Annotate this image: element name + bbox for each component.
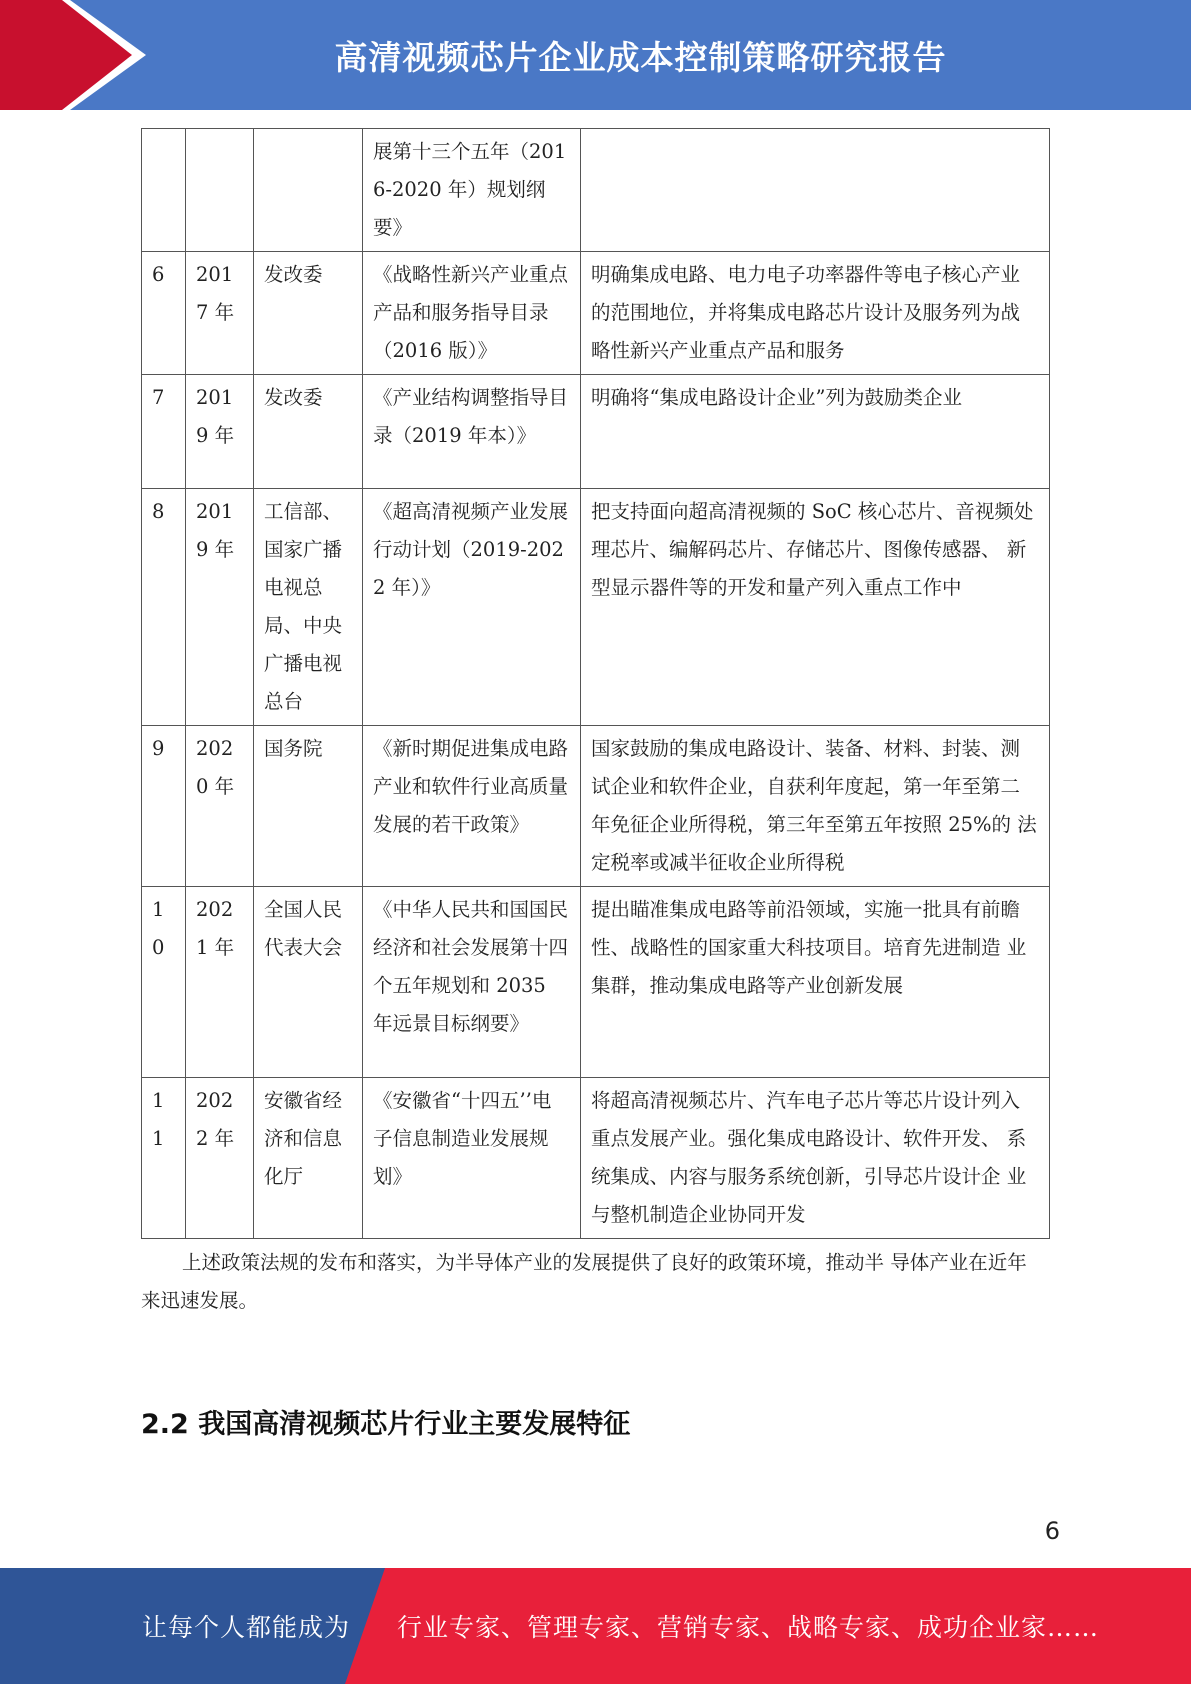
header-arrow-decoration [0, 0, 150, 110]
cell-dept: 发改委 [254, 252, 363, 375]
page-footer [0, 1568, 1191, 1684]
table-row [142, 726, 1050, 887]
cell-content [581, 129, 1050, 252]
cell-content: 将超高清视频芯片、汽车电子芯片等芯片设计列入重点发展产业。强化集成电路设计、软件开发、 系统集成、内容与服务系统创新，引导芯片设计企 业与整机制造企业协同开发 [581, 1078, 1050, 1239]
cell-content: 明确集成电路、电力电子功率器件等电子核心产业的范围地位，并将集成电路芯片设计及服务列为战略性新兴产业重点产品和服务 [581, 252, 1050, 375]
table-row [142, 129, 1050, 252]
cell-doc: 《中华人民共和国国民经济和社会发展第十四个五年规划和 2035 年远景目标纲要》 [363, 887, 581, 1078]
cell-doc: 《产业结构调整指导目录（2019 年本）》 [363, 375, 581, 489]
table-row [142, 887, 1050, 1078]
cell-no: 10 [142, 887, 186, 1078]
cell-year: 2020 年 [186, 726, 254, 887]
cell-no: 8 [142, 489, 186, 726]
cell-doc: 《新时期促进集成电路产业和软件行业高质量发展的若干政策》 [363, 726, 581, 887]
cell-no: 7 [142, 375, 186, 489]
footer-slogan-right: 行业专家、管理专家、营销专家、战略专家、成功企业家…… [397, 1613, 1100, 1642]
cell-doc: 《安徽省“十四五’’电子信息制造业发展规划》 [363, 1078, 581, 1239]
page-header [0, 0, 1191, 110]
footer-slogan-left: 让每个人都能成为 [142, 1613, 351, 1642]
cell-content: 提出瞄准集成电路等前沿领域，实施一批具有前瞻性、战略性的国家重大科技项目。培育先进制造 业集群，推动集成电路等产业创新发展 [581, 887, 1050, 1078]
report-title: 高清视频芯片企业成本控制策略研究报告 [334, 37, 947, 77]
cell-year: 2021 年 [186, 887, 254, 1078]
table-row [142, 375, 1050, 489]
cell-dept [254, 129, 363, 252]
cell-no [142, 129, 186, 252]
cell-content: 国家鼓励的集成电路设计、装备、材料、封装、测 试企业和软件企业，自获利年度起，第一年至第二 年免征企业所得税，第三年至第五年按照 25%的 法定税率或减半征收企业所得税 [581, 726, 1050, 887]
cell-content: 明确将“集成电路设计企业”列为鼓励类企业 [581, 375, 1050, 489]
table-row [142, 489, 1050, 726]
cell-year [186, 129, 254, 252]
cell-dept: 全国人民代表大会 [254, 887, 363, 1078]
cell-doc: 《战略性新兴产业重点产品和服务指导目录（2016 版）》 [363, 252, 581, 375]
cell-year: 2019 年 [186, 489, 254, 726]
cell-year: 2022 年 [186, 1078, 254, 1239]
cell-content: 把支持面向超高清视频的 SoC 核心芯片、音视频处理芯片、编解码芯片、存储芯片、图像传感器、 新型显示器件等的开发和量产列入重点工作中 [581, 489, 1050, 726]
policy-table [141, 128, 1050, 1239]
cell-dept: 工信部、国家广播电视总局、中央广播电视总台 [254, 489, 363, 726]
body-paragraph: 上述政策法规的发布和落实，为半导体产业的发展提供了良好的政策环境，推动半 导体产业在近年来迅速发展。 [141, 1251, 1027, 1312]
cell-no: 9 [142, 726, 186, 887]
cell-year: 2019 年 [186, 375, 254, 489]
cell-no: 6 [142, 252, 186, 375]
cell-doc: 《超高清视频产业发展行动计划（2019-2022 年）》 [363, 489, 581, 726]
section-heading: 2.2 我国高清视频芯片行业主要发展特征 [141, 1409, 631, 1440]
cell-dept: 国务院 [254, 726, 363, 887]
cell-year: 2017 年 [186, 252, 254, 375]
table-row [142, 1078, 1050, 1239]
cell-doc: 展第十三个五年（2016-2020 年）规划纲要》 [363, 129, 581, 252]
page-number: 6 [1044, 1517, 1060, 1545]
cell-dept: 发改委 [254, 375, 363, 489]
table-row [142, 252, 1050, 375]
cell-dept: 安徽省经济和信息化厅 [254, 1078, 363, 1239]
cell-no: 11 [142, 1078, 186, 1239]
